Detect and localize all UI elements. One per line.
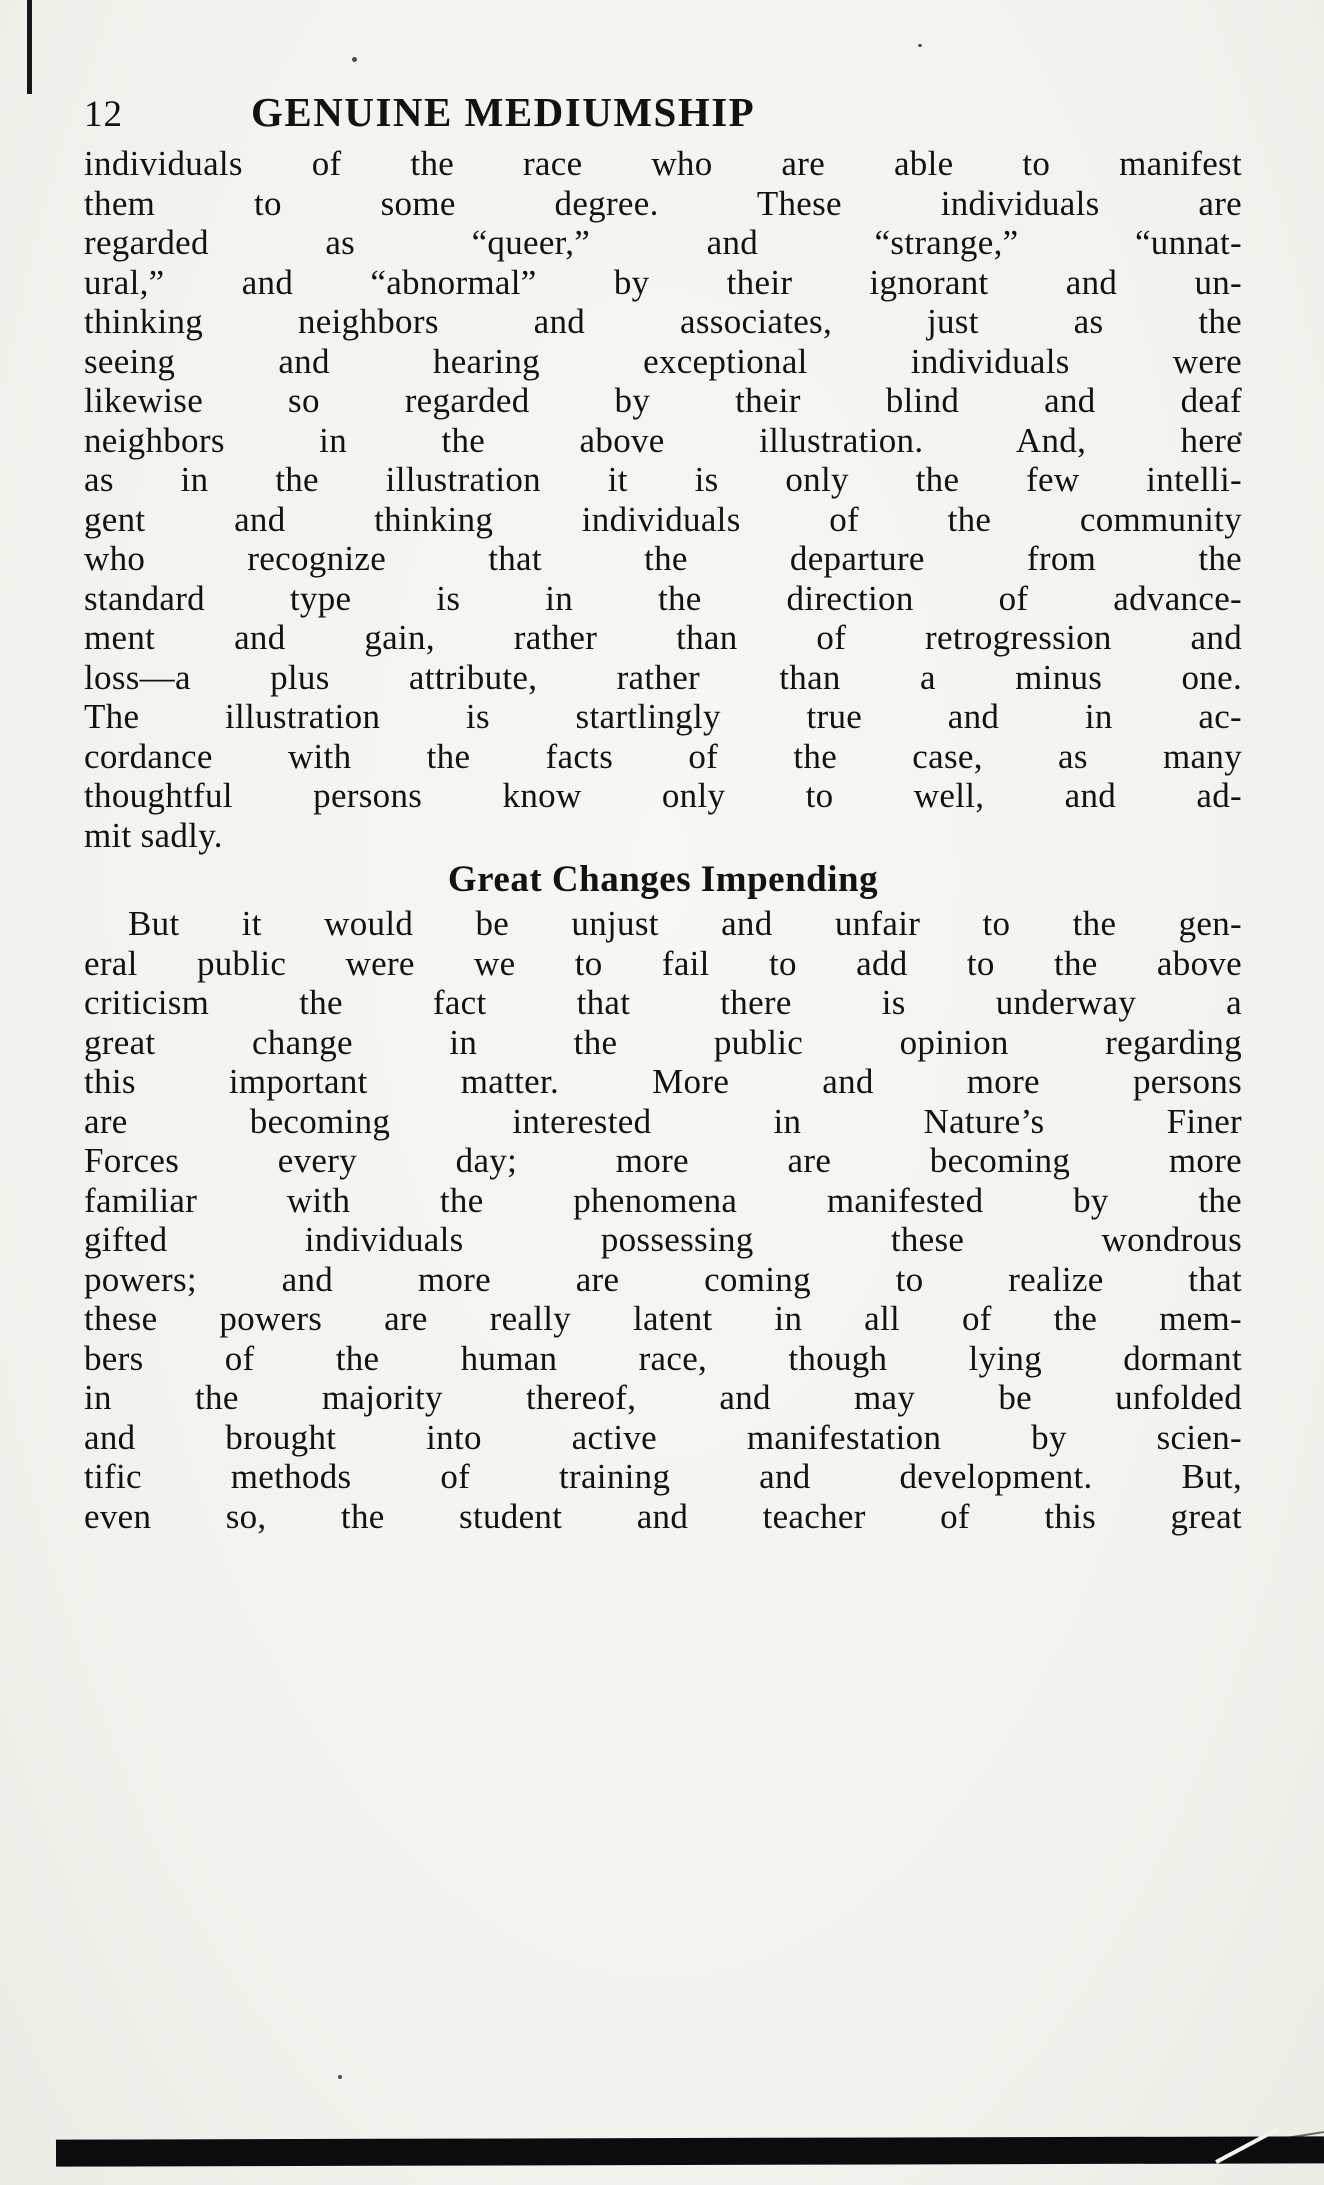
text-line: thoughtful persons know only to well, and ad-: [84, 776, 1242, 815]
scan-artifact-slash: [1215, 2127, 1279, 2164]
paragraph-1: [84, 144, 1242, 855]
text-line: Forces every day; more are becoming more: [84, 1141, 1242, 1180]
page-content: [84, 88, 1242, 1536]
text-line: them to some degree. These individuals are: [84, 183, 1242, 223]
text-line: regarded as “queer,” and “strange,” “unnat-: [84, 223, 1242, 262]
text-line: gent and thinking individuals of the community: [84, 499, 1242, 539]
text-line: mit sadly.: [84, 815, 223, 855]
scan-artifact-bottom-bar: [56, 2136, 1324, 2166]
text-line: these powers are really latent in all of the mem-: [84, 1299, 1242, 1338]
text-line: familiar with the phenomena manifested by the: [84, 1180, 1242, 1220]
text-line: individuals of the race who are able to manifest: [84, 144, 1242, 183]
text-line: are becoming interested in Nature’s Finer: [84, 1101, 1242, 1141]
text-line: great change in the public opinion regarding: [84, 1022, 1242, 1062]
page-number: 12: [84, 94, 123, 135]
text-line: seeing and hearing exceptional individuals were: [84, 341, 1242, 381]
text-line: tific methods of training and development. But,: [84, 1457, 1242, 1496]
text-line: even so, the student and teacher of this great: [84, 1496, 1242, 1536]
text-line: ment and gain, rather than of retrogression and: [84, 618, 1242, 657]
text-line: and brought into active manifestation by scien-: [84, 1417, 1242, 1457]
text-line: But it would be unjust and unfair to the gen-: [128, 904, 1242, 943]
text-line: this important matter. More and more persons: [84, 1062, 1242, 1101]
text-line: likewise so regarded by their blind and deaf: [84, 381, 1242, 420]
scan-speck: [352, 57, 357, 62]
text-line: eral public were we to fail to add to the above: [84, 943, 1242, 983]
section-heading: Great Changes Impending: [447, 859, 879, 900]
text-line: who recognize that the departure from the: [84, 539, 1242, 578]
scan-speck: [338, 2075, 342, 2079]
text-line: powers; and more are coming to realize that: [84, 1259, 1242, 1299]
text-line: neighbors in the above illustration. And, here: [84, 420, 1242, 460]
text-line: thinking neighbors and associates, just as the: [84, 302, 1242, 341]
text-line: in the majority thereof, and may be unfolded: [84, 1378, 1242, 1417]
text-line: bers of the human race, though lying dormant: [84, 1338, 1242, 1378]
scan-artifact-left-edge: [27, 0, 32, 94]
page-title: GENUINE MEDIUMSHIP: [251, 89, 756, 135]
text-line: loss—a plus attribute, rather than a minus one.: [84, 657, 1242, 697]
paragraph-2: [84, 904, 1242, 1536]
page-header: [84, 88, 1242, 136]
text-line: cordance with the facts of the case, as many: [84, 736, 1242, 776]
text-line: as in the illustration it is only the few intelli-: [84, 460, 1242, 499]
text-line: criticism the fact that there is underway a: [84, 983, 1242, 1022]
text-line: gifted individuals possessing these wondrous: [84, 1220, 1242, 1259]
text-line: The illustration is startlingly true and in ac-: [84, 697, 1242, 736]
text-line: standard type is in the direction of advance-: [84, 578, 1242, 618]
scan-speck: [918, 44, 922, 47]
text-line: ural,” and “abnormal” by their ignorant and un-: [84, 262, 1242, 302]
